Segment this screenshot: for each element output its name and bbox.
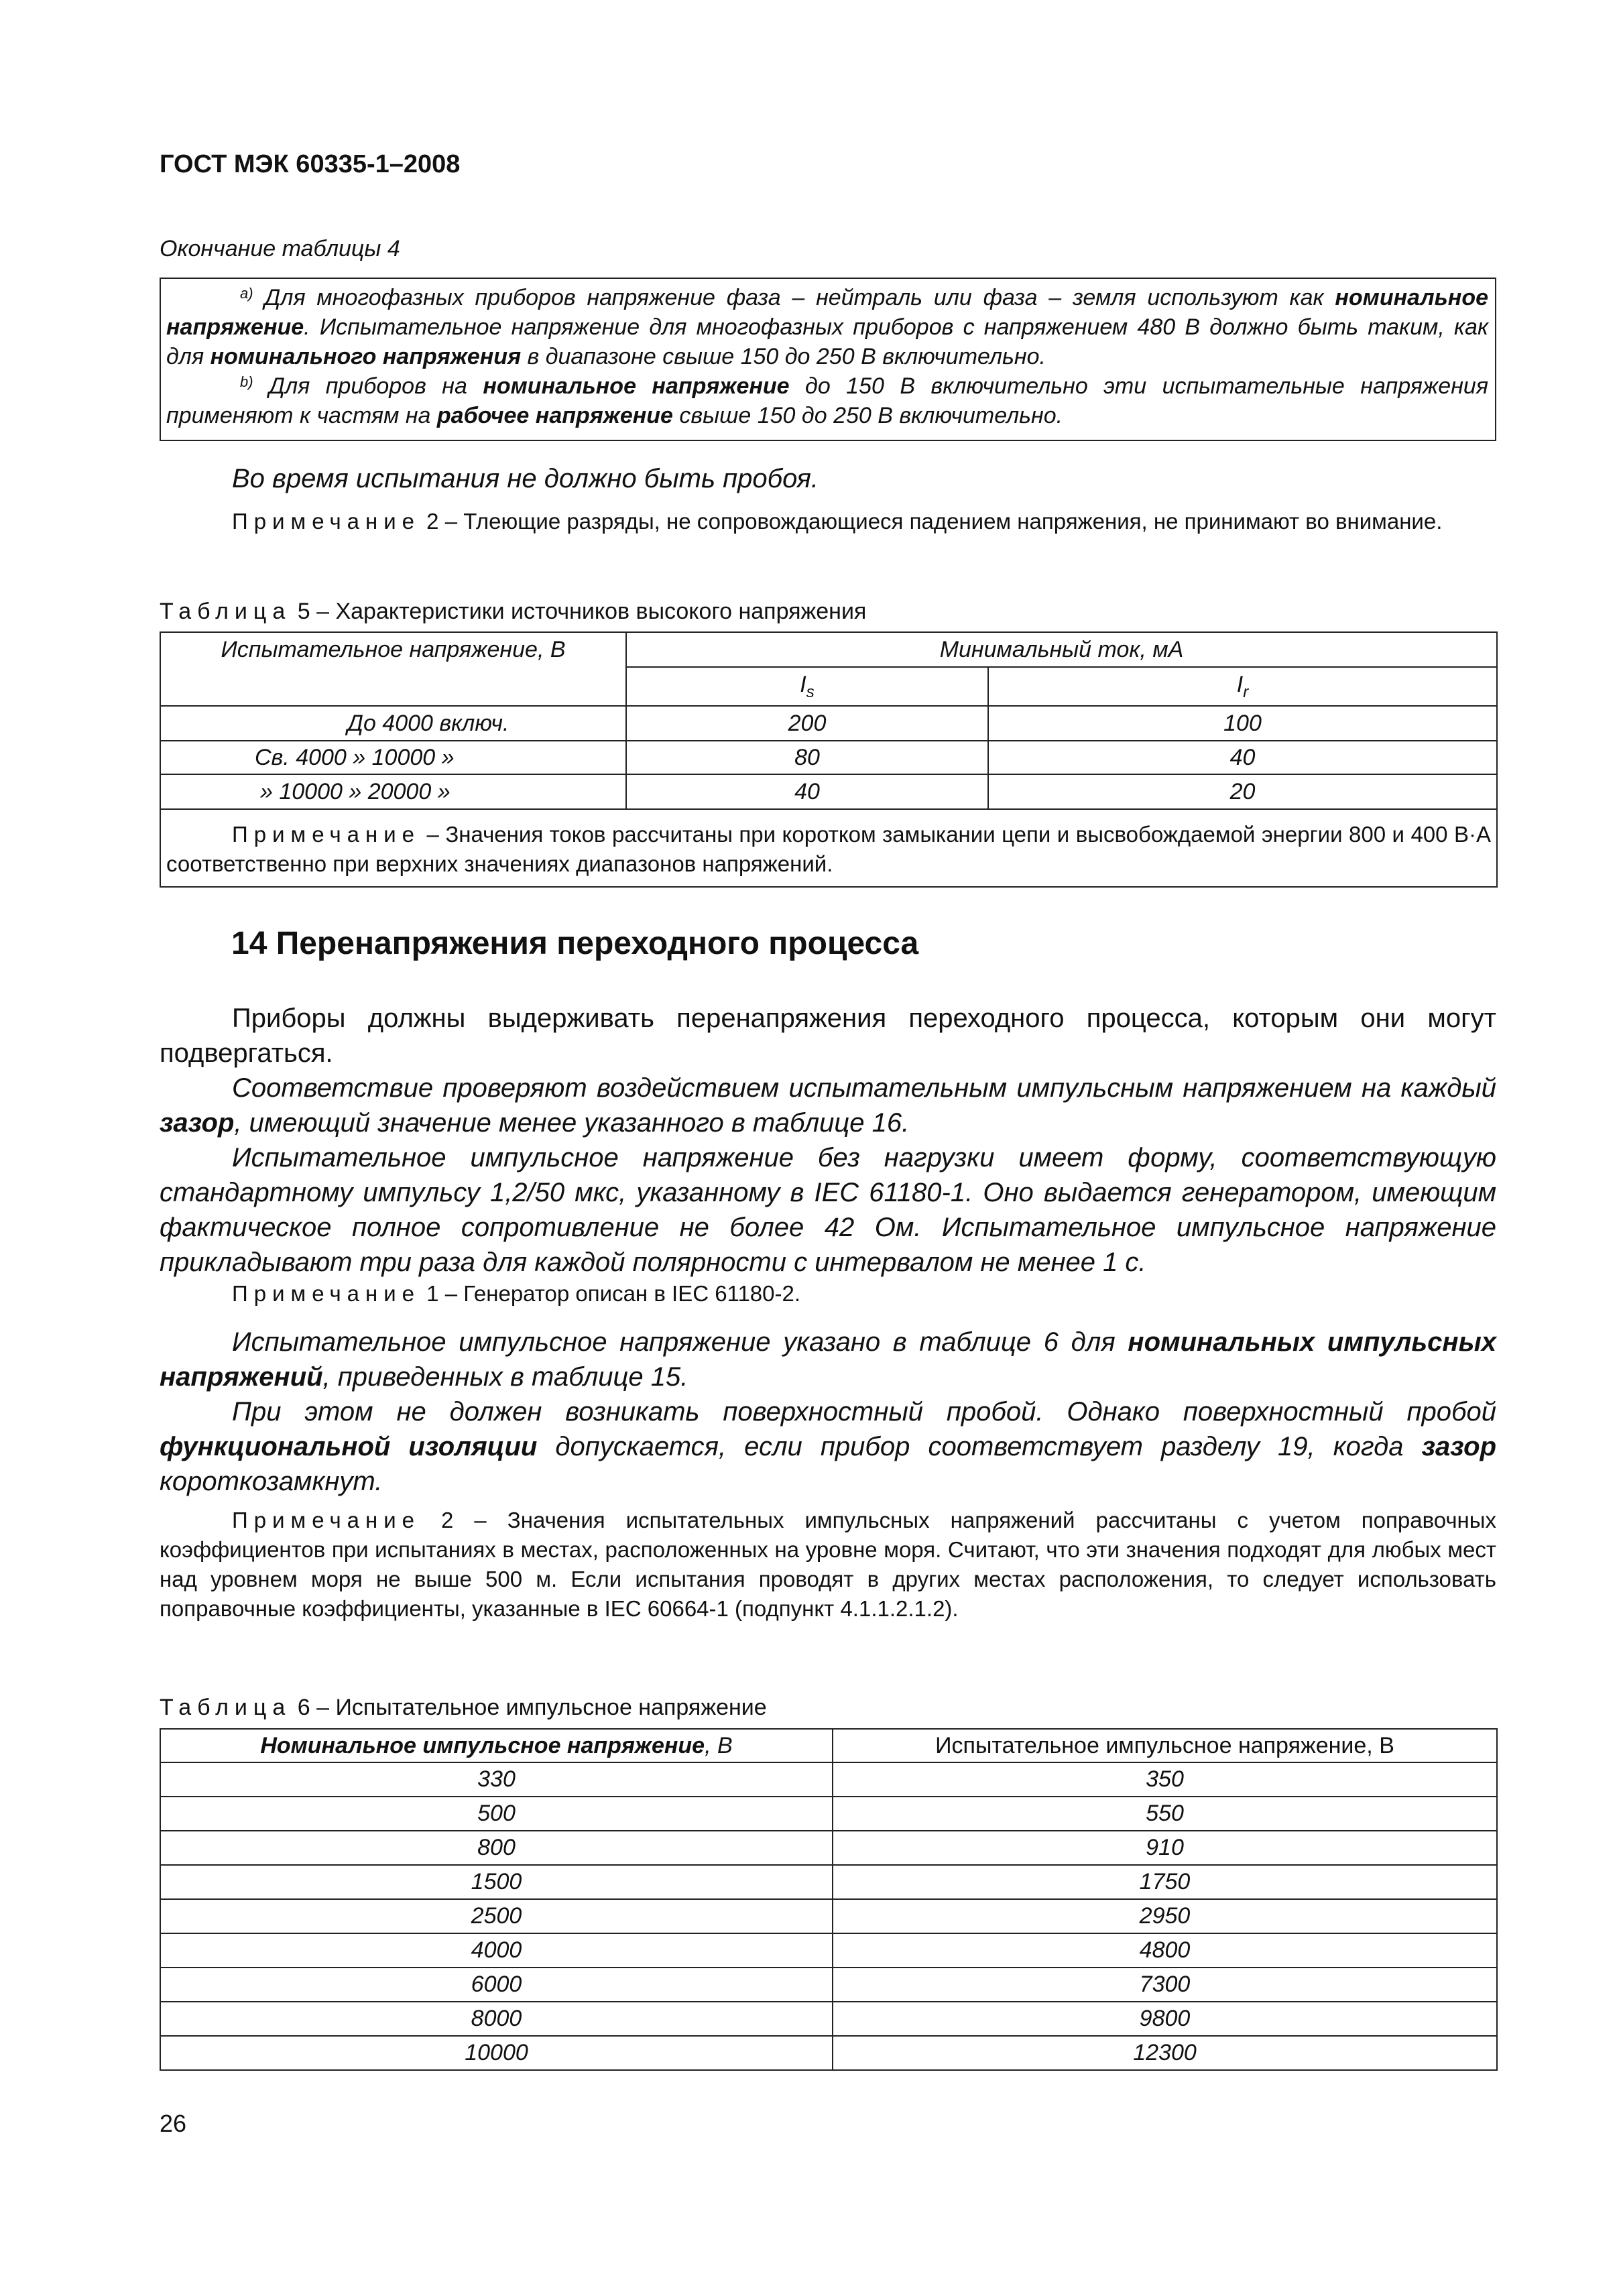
table5-voltage: » 10000 » 20000 » (160, 774, 626, 809)
p2-text-a: Соответствие проверяют воздействием испытательным импульсным напряжением на каждый (232, 1073, 1496, 1103)
footnote-b-text1: Для приборов на (269, 373, 483, 399)
table6-col1-header-term: Номинальное импульсное напряжение (260, 1732, 705, 1758)
note-label: Примечание (232, 1281, 421, 1306)
table6-rated-voltage: 8000 (160, 2002, 833, 2036)
table-row (160, 1762, 1497, 1797)
footnote-b-term2: рабочее напряжение (436, 403, 673, 428)
p4-term: номинальных импульсных напряжений (160, 1327, 1496, 1392)
table6-test-voltage: 9800 (833, 2002, 1497, 2036)
table5-note-label: Примечание (232, 822, 421, 847)
table5-subheader-ir (988, 667, 1497, 706)
table6-col1-header-unit: , В (705, 1732, 733, 1758)
no-breakdown-statement (160, 461, 1496, 496)
table5-col2-header: Минимальный ток, мА (626, 632, 1497, 667)
p5-text-a: При этом не должен возникать поверхностный пробой. Однако поверхностный пробой (232, 1397, 1496, 1427)
section-14-note-2 (160, 1506, 1496, 1624)
note-text: 1 – Генератор описан в IEC 61180-2. (420, 1281, 801, 1306)
table6-rated-voltage: 330 (160, 1762, 833, 1797)
table5-subheader-is (626, 667, 988, 706)
footnote-a-text1: Для многофазных приборов напряжение фаза – нейтраль или фаза – земля используют как (264, 285, 1335, 310)
table6-body (160, 1762, 1497, 2070)
table6-rated-voltage: 1500 (160, 1865, 833, 1899)
table6-rated-voltage: 500 (160, 1797, 833, 1831)
table6-col1-header (160, 1729, 833, 1762)
section-14-title: 14 Перенапряжения переходного процесса (231, 926, 919, 961)
section-14-paragraph-4 (160, 1325, 1496, 1394)
table6-test-voltage: 550 (833, 1797, 1497, 1831)
table6-test-voltage: 910 (833, 1831, 1497, 1865)
table6 (160, 1728, 1496, 2071)
statement-text: Во время испытания не должно быть пробоя. (232, 464, 819, 493)
note-text: 2 – Значения испытательных импульсных напряжений рассчитаны с учетом поправочных коэффициентов при испытаниях в местах, расположенных на уровне моря. Считают, что эти значения подходят для любых мест над уровнем моря не выше 500 м. Если испытания проводят в других местах расположения, то следует использовать поправочные коэффициенты, указанные в IEC 60664-1 (подпункт 4.1.1.2.1.2). (160, 1508, 1496, 1621)
footnote-b-text2: до 150 В включительно эти испытательные напряжения применяют к частям на (166, 373, 1489, 428)
note-label: Примечание (232, 509, 421, 534)
footnote-a-text3: в диапазоне свыше 150 до 250 В включительно. (521, 344, 1046, 369)
footnote-a-term1: номинальное напряжение (166, 285, 1489, 340)
note-label: Примечание (232, 1508, 421, 1532)
table6-test-voltage: 4800 (833, 1933, 1497, 1968)
table-row (160, 706, 1497, 741)
table4-caption: Окончание таблицы 4 (160, 236, 400, 261)
table6-rated-voltage: 800 (160, 1831, 833, 1865)
table5-caption-label: Таблица (160, 599, 292, 624)
table5 (160, 631, 1496, 888)
p2-term: зазор (160, 1108, 235, 1138)
footnote-b-term1: номинальное напряжение (483, 373, 790, 399)
table5-note-text: – Значения токов рассчитаны при коротком замыкании цепи и высвобождаемой энергии 800 и 400 В·А соответственно при верхних значениях диапазонов напряжений. (166, 822, 1492, 876)
table5-is: 80 (626, 741, 988, 774)
table6-rated-voltage: 6000 (160, 1968, 833, 2002)
table6-rated-voltage: 2500 (160, 1899, 833, 1933)
section-14-body-2 (160, 1325, 1496, 1499)
section-14-paragraph-1: Приборы должны выдерживать перенапряжения переходного процесса, которым они могут подвергаться. (160, 1004, 1496, 1068)
is-symbol: I (800, 671, 806, 697)
table-row (160, 1865, 1497, 1899)
table5-col1-header: Испытательное напряжение, В (160, 632, 626, 706)
p2-text-c: , имеющий значение менее указанного в таблице 16. (234, 1108, 910, 1138)
table5-voltage: Св. 4000 » 10000 » (160, 741, 626, 774)
table-row (160, 741, 1497, 774)
table-row (160, 1797, 1497, 1831)
table5-ir: 100 (988, 706, 1497, 741)
section-14-note-1 (160, 1279, 1496, 1309)
table5-caption-text: 5 – Характеристики источников высокого напряжения (291, 599, 867, 624)
footnote-a (166, 283, 1488, 371)
table6-col2-header: Испытательное импульсное напряжение, В (833, 1729, 1497, 1762)
section-14-paragraph-3: Испытательное импульсное напряжение без нагрузки имеет форму, соответствующую стандартному импульсу 1,2/50 мкс, указанному в IEC 61180-1. Оно выдается генератором, имеющим фактическое полное сопротивление не более 42 Ом. Испытательное импульсное напряжение прикладывают три раза для каждой полярности с интервалом не менее 1 с. (160, 1143, 1496, 1277)
is-index: s (806, 682, 815, 701)
table5-caption (160, 599, 866, 625)
note-2-glow (160, 507, 1496, 536)
p5-term-2: зазор (1421, 1432, 1496, 1461)
table6-test-voltage: 2950 (833, 1899, 1497, 1933)
footnote-b-text3: свыше 150 до 250 В включительно. (672, 403, 1063, 428)
table6-caption-text: 6 – Испытательное импульсное напряжение (291, 1695, 767, 1720)
table-row (160, 1968, 1497, 2002)
table6-test-voltage: 350 (833, 1762, 1497, 1797)
note-text: 2 – Тлеющие разряды, не сопровождающиеся падением напряжения, не принимают во внимание. (420, 509, 1443, 534)
table6-test-voltage: 7300 (833, 1968, 1497, 2002)
section-14-paragraph-5 (160, 1394, 1496, 1499)
table5-ir: 20 (988, 774, 1497, 809)
section-14-body (160, 1001, 1496, 1280)
ir-index: r (1243, 682, 1249, 701)
p5-text-e: короткозамкнут. (160, 1467, 383, 1496)
table4-footnotes (160, 278, 1496, 441)
table6-rated-voltage: 10000 (160, 2036, 833, 2070)
table-row (160, 1831, 1497, 1865)
footnote-a-text2: . Испытательное напряжение для многофазных приборов с напряжением 480 В должно быть таким, как для (166, 314, 1488, 369)
table6-caption-label: Таблица (160, 1695, 292, 1720)
footnote-b-marker: b) (240, 373, 253, 390)
page-number: 26 (160, 2110, 187, 2137)
footnote-a-term2: номинального напряжения (210, 344, 522, 369)
table-row (160, 1933, 1497, 1968)
table5-voltage: До 4000 включ. (160, 706, 626, 741)
p5-text-c: допускается, если прибор соответствует разделу 19, когда (537, 1432, 1422, 1461)
p5-term-1: функциональной изоляции (160, 1432, 538, 1461)
table-row (160, 2002, 1497, 2036)
document-header: ГОСТ МЭК 60335-1–2008 (160, 150, 461, 178)
section-14-paragraph-2 (160, 1071, 1496, 1140)
p4-text-c: , приведенных в таблице 15. (322, 1362, 688, 1392)
table-row (160, 1899, 1497, 1933)
ir-symbol: I (1236, 671, 1244, 697)
p4-text-a: Испытательное импульсное напряжение указано в таблице 6 для (232, 1327, 1128, 1357)
footnote-b (166, 371, 1488, 430)
table6-test-voltage: 12300 (833, 2036, 1497, 2070)
table6-rated-voltage: 4000 (160, 1933, 833, 1968)
table6-caption (160, 1695, 767, 1721)
table-row (160, 774, 1497, 809)
table5-note (160, 809, 1497, 887)
table5-ir: 40 (988, 741, 1497, 774)
table5-is: 200 (626, 706, 988, 741)
table6-test-voltage: 1750 (833, 1865, 1497, 1899)
footnote-a-marker: a) (240, 285, 253, 302)
table-row (160, 2036, 1497, 2070)
table5-is: 40 (626, 774, 988, 809)
